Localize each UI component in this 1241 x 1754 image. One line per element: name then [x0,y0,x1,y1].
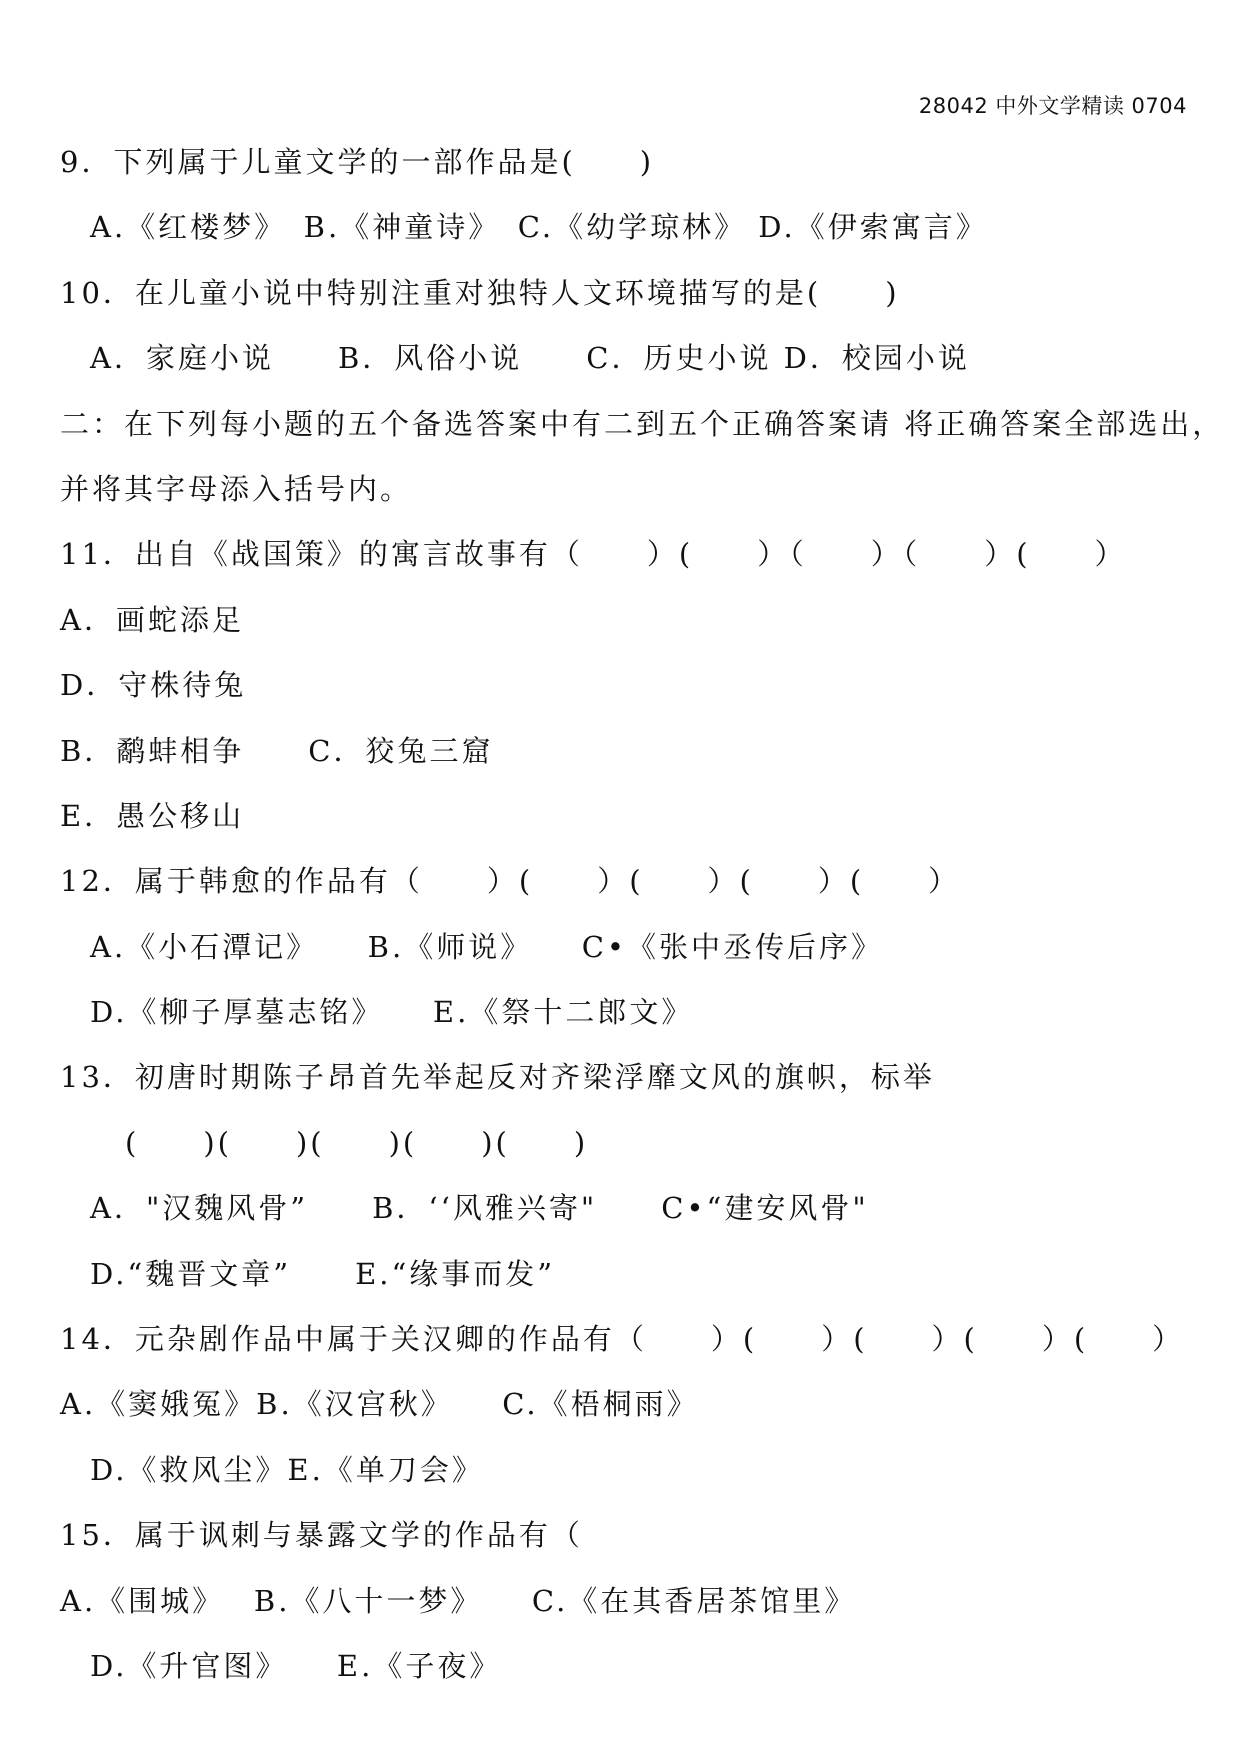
question-12-options-2: D.《柳子厚墓志铭》 E.《祭十二郎文》 [90,995,694,1030]
question-11-option-e: E．愚公移山 [60,798,245,833]
question-9-stem: 9．下列属于儿童文学的一部作品是( ) [60,145,655,179]
question-15-options-2: D.《升官图》 E.《子夜》 [90,1648,502,1683]
question-14-options-2: D.《救风尘》E.《单刀会》 [90,1452,484,1487]
question-13-options-1: A．"汉魏风骨” B．‘‘风雅兴寄" C•“建安风骨" [90,1191,869,1226]
question-11-options-bc: B．鹬蚌相争 C．狡兔三窟 [60,733,494,768]
question-11-option-d: D．守株待兔 [60,668,247,703]
question-12-stem: 12．属于韩愈的作品有（ ）( ）( ）( ）( ） [60,864,961,899]
exam-content [60,130,1225,1699]
question-9-options: A.《红楼梦》 B.《神童诗》 C.《幼学琼林》 D.《伊索寓言》 [90,210,988,245]
question-11-stem: 11．出自《战国策》的寓言故事有（ ）( ）（ ）（ ）( ） [60,537,1127,572]
document-code-header: 28042 中外文学精读 0704 [918,94,1187,118]
question-14-options-1: A.《窦娥冤》B.《汉宫秋》 C.《梧桐雨》 [60,1387,699,1422]
question-11-option-a: A．画蛇添足 [60,602,244,637]
section-2-instruction-line-1: 二：在下列每小题的五个备选答案中有二到五个正确答案请 将正确答案全部选出， [60,406,1225,441]
question-15-options-1: A.《围城》 B.《八十一梦》 C.《在其香居茶馆里》 [60,1583,857,1618]
question-10-options: A．家庭小说 B．风俗小说 C．历史小说 D．校园小说 [90,341,970,376]
question-15-stem: 15．属于讽刺与暴露文学的作品有（ [60,1518,583,1553]
question-14-stem: 14．元杂剧作品中属于关汉卿的作品有（ ）( ）( ）( ）( ） [60,1322,1185,1357]
question-10-stem: 10．在儿童小说中特别注重对独特人文环境描写的是( ) [60,275,900,310]
section-2-instruction-line-2: 并将其字母添入括号内。 [60,471,413,506]
question-12-options-1: A.《小石潭记》 B.《师说》 C•《张中丞传后序》 [90,929,883,964]
question-13-blanks: ( )( )( )( )( ) [125,1125,589,1160]
question-13-options-2: D.“魏晋文章” E.“缘事而发” [90,1256,556,1291]
question-13-stem: 13．初唐时期陈子昂首先举起反对齐梁浮靡文风的旗帜，标举 [60,1060,935,1095]
